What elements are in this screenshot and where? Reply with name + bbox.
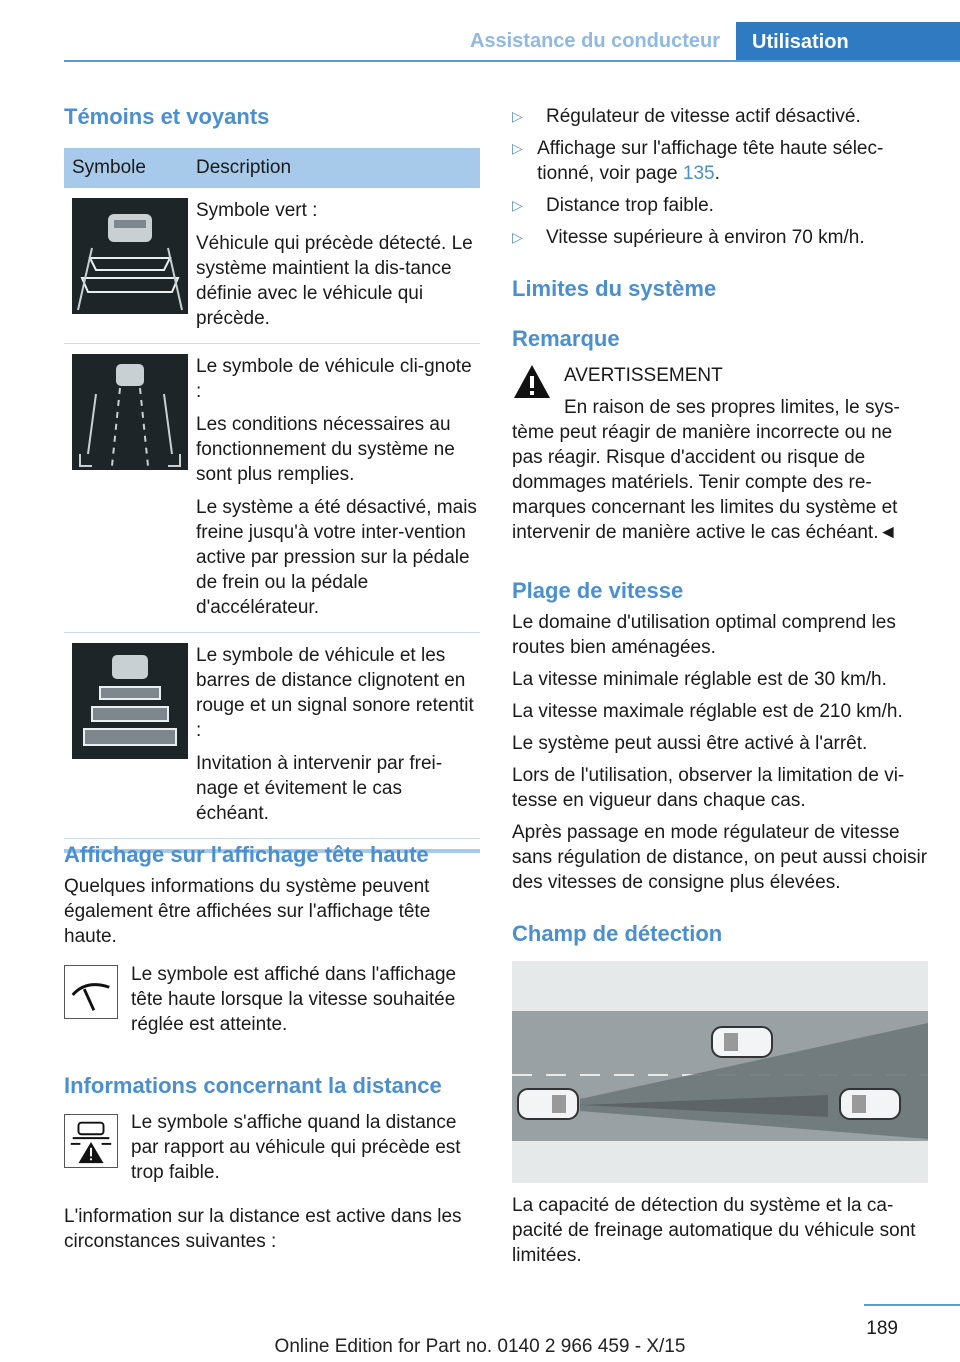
detection-paragraph: La capacité de détection du système et la ca-pacité de freinage automatique du véhicule sont limitées. <box>512 1195 916 1266</box>
row-description-line: Le système a été désactivé, mais freine jusqu'à votre inter-vention active par pression sur la pédale de frein ou la pédale d'accélérateur. <box>196 497 477 618</box>
triangle-bullet-icon: ▷ <box>512 108 523 124</box>
table-row <box>64 344 480 633</box>
page-number: 189 <box>866 1318 898 1339</box>
section-title-detection: Champ de détection <box>512 921 723 946</box>
own-vehicle-icon <box>518 1089 578 1119</box>
vehicle-front-icon <box>840 1089 900 1119</box>
list-item: ▷ Régulateur de vitesse actif désactivé. <box>512 106 861 127</box>
speed-paragraphs <box>512 610 928 902</box>
section-title-remark: Remarque <box>512 326 620 351</box>
section-title-hud: Affichage sur l'affichage tête haute <box>64 842 429 867</box>
vehicle-blinking-icon <box>72 354 188 470</box>
list-item: ▷ Distance trop faible. <box>512 195 714 216</box>
warning-heading: AVERTISSEMENT <box>564 365 723 386</box>
triangle-bullet-icon: ▷ <box>512 197 523 213</box>
warning-text-first: En raison de ses propres limites, le sys- <box>564 397 900 418</box>
footer-edition: Online Edition for Part no. 0140 2 966 459 - X/15 <box>274 1336 686 1357</box>
speed-paragraph: Le domaine d'utilisation optimal comprend les routes bien aménagées. <box>512 612 896 658</box>
table-header <box>64 148 480 188</box>
section-title-distance: Informations concernant la distance <box>64 1073 442 1098</box>
warning-text: tème peut réagir de manière incorrecte ou ne pas réagir. Risque d'accident ou risque de dommages matériels. Tenir compte des re-marques concernant les limites du système et intervenir de manière active le cas échéant.◄ <box>512 422 898 543</box>
vehicle-ahead-icon <box>712 1027 772 1057</box>
row-description-line: Symbole vert : <box>196 200 318 221</box>
bullet-list <box>512 104 928 257</box>
distance-warning-icon <box>64 1114 118 1168</box>
distance-paragraph: L'information sur la distance est active dans les circonstances suivantes : <box>64 1206 462 1252</box>
speed-paragraph: Lors de l'utilisation, observer la limitation de vi-tesse en vigueur dans chaque cas. <box>512 765 905 811</box>
row-description-line: Véhicule qui précède détecté. Le système maintient la dis-tance définie avec le véhicule qui précède. <box>196 233 473 329</box>
row-description-line: Invitation à intervenir par frei-nage et évitement le cas échéant. <box>196 753 443 824</box>
vehicle-distance-warning-icon <box>72 643 188 759</box>
speed-paragraph: Le système peut aussi être activé à l'arrêt. <box>512 733 868 754</box>
hud-icon-text: Le symbole est affiché dans l'affichage tête haute lorsque la vitesse souhaitée réglée est atteinte. <box>131 964 457 1035</box>
hud-paragraph: Quelques informations du système peuvent également être affichées sur l'affichage tête haute. <box>64 876 431 947</box>
detection-field-illustration <box>512 961 928 1183</box>
table-row <box>64 633 480 839</box>
header-section-tab[interactable]: Assistance du conducteur <box>469 30 720 52</box>
section-title-speed: Plage de vitesse <box>512 578 684 603</box>
distance-icon-text: Le symbole s'affiche quand la distance par rapport au véhicule qui précède est trop faible. <box>131 1112 461 1183</box>
row-description-line: Le symbole de véhicule et les barres de distance clignotent en rouge et un signal sonore retentit : <box>196 645 474 741</box>
footer-rule <box>864 1304 960 1306</box>
row-description-line: Le symbole de véhicule cli-gnote : <box>196 356 472 402</box>
section-title-limits: Limites du système <box>512 276 717 301</box>
vehicle-detected-icon <box>72 198 188 314</box>
list-item: ▷ Vitesse supérieure à environ 70 km/h. <box>512 227 865 248</box>
table-row <box>64 188 480 344</box>
page-link[interactable]: 135 <box>682 163 715 184</box>
table-header-symbol: Symbole <box>72 157 146 178</box>
speed-reached-icon <box>64 965 118 1019</box>
table-header-description: Description <box>196 157 292 178</box>
list-item: ▷ Affichage sur l'affichage tête haute sélec-tionné, voir page 135. <box>512 138 884 184</box>
header-rule <box>64 60 960 62</box>
speed-paragraph: Après passage en mode régulateur de vitesse sans régulation de distance, on peut aussi choisir des vitesses de consigne plus élevées. <box>512 822 928 893</box>
triangle-bullet-icon: ▷ <box>512 140 523 156</box>
row-description-line: Les conditions nécessaires au fonctionnement du système ne sont plus remplies. <box>196 414 455 485</box>
symbol-table <box>64 148 480 853</box>
speed-paragraph: La vitesse minimale réglable est de 30 km/h. <box>512 669 887 690</box>
speed-paragraph: La vitesse maximale réglable est de 210 km/h. <box>512 701 903 722</box>
triangle-bullet-icon: ▷ <box>512 229 523 245</box>
section-title-indicators: Témoins et voyants <box>64 104 270 129</box>
warning-triangle-icon <box>512 362 552 402</box>
header-chapter-tab[interactable]: Utilisation <box>736 22 960 62</box>
